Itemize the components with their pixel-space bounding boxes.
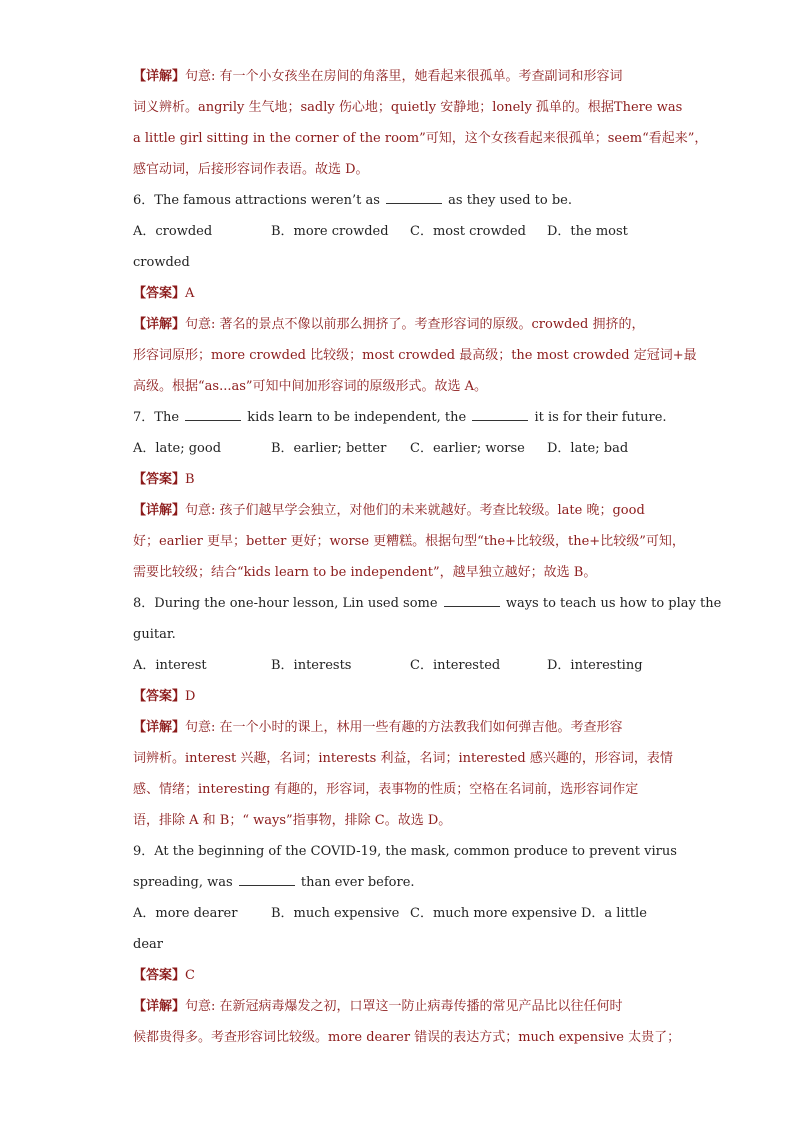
question-7: [133, 402, 667, 464]
document-page: [133, 61, 722, 1053]
explanation-line: 需要比较级；结合“kids learn to be independent”，越早独立越好；故选 B。: [133, 565, 597, 580]
explanation-line: 候都贵得多。考查形容词比较级。more dearer 错误的表达方式；much expensive 太贵了；: [133, 1030, 681, 1045]
explanation-line: a little girl sitting in the corner of the room”可知，这个女孩看起来很孤单；seem“看起来”，: [133, 131, 708, 146]
option-a: A．crowded: [133, 224, 213, 239]
explanation-tag: 【详解】: [133, 999, 186, 1014]
option-b: B．interests: [271, 658, 352, 673]
explanation-tag: 【详解】: [133, 720, 186, 735]
q7-answer: 【答案】B: [133, 472, 195, 487]
question-stem: 9．At the beginning of the COVID-19, the mask, common produce to prevent virus: [133, 844, 677, 859]
q9-explanation: 【详解】句意: 在新冠病毒爆发之初，口罩这一防止病毒传播的常见产品比以往任何时 候都贵得多。考查形容词比较级。more dearer 错误的表达方式；much expensive 太贵了；: [133, 991, 663, 1053]
explanation-line: 语，排除 A 和 B；“ ways”指事物，排除 C。故选 D。: [133, 813, 452, 828]
question-8: [133, 588, 722, 681]
option-b: B．much expensive: [271, 906, 400, 921]
explanation-tag: 【详解】: [133, 69, 186, 84]
answer-blank: [386, 189, 442, 204]
answer-blank: [239, 871, 295, 886]
question-9: [133, 836, 677, 960]
question-6: [133, 185, 663, 278]
explanation-line: 感、情绪；interesting 有趣的，形容词，表事物的性质；空格在名词前，选形容词作定: [133, 782, 639, 797]
q9-answer: 【答案】C: [133, 968, 195, 983]
answer-blank: [185, 406, 241, 421]
question-stem: 6．The famous attractions weren’t as as they used to be.: [133, 185, 663, 216]
option-d: D．a little: [581, 906, 647, 921]
option-d: D．the most: [547, 224, 628, 239]
option-c: C．earlier; worse: [410, 441, 525, 456]
q6-answer: 【答案】A: [133, 286, 195, 301]
option-c: C．much more expensive: [410, 906, 577, 921]
q5-explanation: [133, 61, 708, 185]
explanation-line: 感官动词，后接形容词作表语。故选 D。: [133, 162, 369, 177]
explanation-line: 词辨析。interest 兴趣，名词；interests 利益，名词；interested 感兴趣的，形容词，表情: [133, 751, 673, 766]
q8-answer: 【答案】D: [133, 689, 196, 704]
options-row: [133, 650, 663, 681]
option-wrap: crowded: [133, 255, 190, 270]
explanation-tag: 【详解】: [133, 503, 186, 518]
question-stem-continued: spreading, was than ever before.: [133, 867, 663, 898]
explanation-line: 形容词原形；more crowded 比较级；most crowded 最高级；the most crowded 定冠词+最: [133, 348, 697, 363]
q7-explanation: 【详解】句意: 孩子们越早学会独立，对他们的未来就越好。考查比较级。late 晚；good 好；earlier 更早；better 更好；worse 更糟糕。根据句型“the+比较级，the+比较级”可知， 需要比较级；结合“kids learn to be independent”，越早独立越好；故选 B。: [133, 495, 663, 588]
question-stem-continued: guitar.: [133, 627, 176, 642]
option-a: A．interest: [133, 658, 207, 673]
option-a: A．late; good: [133, 441, 222, 456]
options-row: [133, 433, 663, 464]
option-a: A．more dearer: [133, 906, 238, 921]
answer-blank: [472, 406, 528, 421]
explanation-line: 高级。根据“as...as”可知中间加形容词的原级形式。故选 A。: [133, 379, 488, 394]
explanation-tag: 【详解】: [133, 317, 186, 332]
option-c: C．interested: [410, 658, 501, 673]
explanation-line: 句意: 有一个小女孩坐在房间的角落里，她看起来很孤单。考查副词和形容词: [185, 69, 623, 84]
q6-explanation: 【详解】句意: 著名的景点不像以前那么拥挤了。考查形容词的原级。crowded 拥挤的， 形容词原形；more crowded 比较级；most crowded 最高级；the most crowded 定冠词+最 高级。根据“as...as”可知中间加形容词的原级形式。故选 A。: [133, 309, 663, 402]
option-d: D．interesting: [547, 658, 643, 673]
options-row: [133, 216, 663, 247]
explanation-line: 词义辨析。angrily 生气地；sadly 伤心地；quietly 安静地；lonely 孤单的。根据There was: [133, 100, 683, 115]
question-stem: 8．During the one-hour lesson, Lin used some ways to teach us how to play the: [133, 588, 663, 619]
option-b: B．earlier; better: [271, 441, 387, 456]
option-b: B．more crowded: [271, 224, 389, 239]
option-wrap: dear: [133, 937, 163, 952]
options-row: [133, 898, 663, 929]
q8-explanation: 【详解】句意: 在一个小时的课上，林用一些有趣的方法教我们如何弹吉他。考查形容 词辨析。interest 兴趣，名词；interests 利益，名词；interested 感兴趣的，形容词，表情 感、情绪；interesting 有趣的，形容词，表事物的性质；空格在名词前，选形容词作定 语，排除 A 和 B；“ ways”指事物，排除 C。故选 D。: [133, 712, 663, 836]
answer-blank: [444, 592, 500, 607]
option-d: D．late; bad: [547, 441, 629, 456]
question-stem: 7．The kids learn to be independent, the it is for their future.: [133, 402, 663, 433]
option-c: C．most crowded: [410, 224, 526, 239]
explanation-line: 好；earlier 更早；better 更好；worse 更糟糕。根据句型“the+比较级，the+比较级”可知，: [133, 534, 685, 549]
